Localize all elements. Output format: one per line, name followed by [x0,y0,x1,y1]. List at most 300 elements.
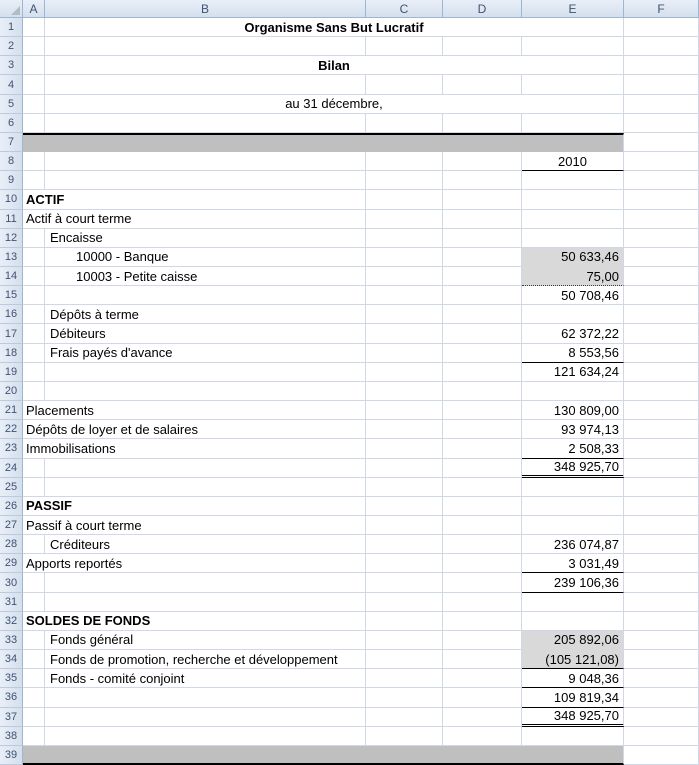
row-header-36[interactable]: 36 [0,688,23,707]
cell-E21[interactable] [522,401,624,420]
cell-D18[interactable] [443,344,522,363]
cell-C35[interactable] [366,669,443,688]
cell-D31[interactable] [443,593,522,612]
cell-A3[interactable] [23,56,45,75]
cell-C21[interactable] [366,401,443,420]
cell-C38[interactable] [366,727,443,746]
actif-court-terme-total-value: 121 634,24 [553,364,619,380]
cell-C12[interactable] [366,229,443,248]
row-1 [0,18,699,37]
row-header-13[interactable]: 13 [0,248,23,267]
cell-C23[interactable] [366,439,443,458]
cell-A10[interactable] [23,190,366,209]
year-header: 2010 [558,153,587,169]
cells-A39-E39-gray-band[interactable] [23,746,624,765]
cell-B13[interactable] [45,248,366,267]
cell-E18[interactable] [522,344,624,363]
cell-F31[interactable] [624,593,699,612]
cell-B4[interactable] [45,75,366,94]
cell-B9[interactable] [45,171,366,190]
cell-E25[interactable] [522,478,624,497]
cell-D19[interactable] [443,363,522,382]
actif-court-terme-label: Actif à court terme [26,211,132,227]
select-all-corner[interactable] [0,0,23,18]
cell-F29[interactable] [624,554,699,573]
cell-D4[interactable] [443,75,522,94]
cell-A24[interactable] [23,459,45,478]
cell-B28[interactable] [45,535,366,554]
col-header-f[interactable]: F [624,0,699,18]
cell-C15[interactable] [366,286,443,305]
cell-A26[interactable] [23,497,366,516]
cell-C27[interactable] [366,516,443,535]
cell-B15[interactable] [45,286,366,305]
passif-court-terme-label: Passif à court terme [26,517,142,533]
cell-F3[interactable] [624,56,699,75]
row-header-3[interactable]: 3 [0,56,23,75]
col-header-a[interactable]: A [23,0,45,18]
fonds-comite-label: Fonds - comité conjoint [50,670,185,686]
row-36 [0,688,699,707]
row-6 [0,114,699,133]
cell-D28[interactable] [443,535,522,554]
cell-F22[interactable] [624,420,699,439]
cell-D9[interactable] [443,171,522,190]
cell-C33[interactable] [366,631,443,650]
cell-B12[interactable] [45,229,366,248]
crediteurs-label: Créditeurs [50,536,110,552]
cell-C13[interactable] [366,248,443,267]
cell-F8[interactable] [624,152,699,171]
cell-B8[interactable] [45,152,366,171]
cell-C20[interactable] [366,382,443,401]
cell-C22[interactable] [366,420,443,439]
cell-A31[interactable] [23,593,45,612]
row-header-20[interactable]: 20 [0,382,23,401]
cell-A5[interactable] [23,95,45,114]
cell-E36[interactable] [522,688,624,707]
cell-F11[interactable] [624,210,699,229]
row-header-28[interactable]: 28 [0,535,23,554]
cell-E6[interactable] [522,114,624,133]
cell-A12[interactable] [23,229,45,248]
cell-A14[interactable] [23,267,45,286]
cell-E11[interactable] [522,210,624,229]
cell-E20[interactable] [522,382,624,401]
cell-D8[interactable] [443,152,522,171]
cell-C28[interactable] [366,535,443,554]
cell-C24[interactable] [366,459,443,478]
row-header-15[interactable]: 15 [0,286,23,305]
cell-A33[interactable] [23,631,45,650]
cell-E22[interactable] [522,420,624,439]
debiteurs-value: 62 372,22 [561,326,619,342]
cell-A29[interactable] [23,554,366,573]
row-header-14[interactable]: 14 [0,267,23,286]
cell-B25[interactable] [45,478,366,497]
row-16 [0,305,699,324]
report-date-line: au 31 décembre, [285,96,383,112]
row-30 [0,573,699,592]
cell-F37[interactable] [624,708,699,727]
cell-E19[interactable] [522,363,624,382]
row-header-2[interactable]: 2 [0,37,23,56]
cell-E35[interactable] [522,669,624,688]
cell-D29[interactable] [443,554,522,573]
cell-E37[interactable] [522,708,624,727]
cell-D36[interactable] [443,688,522,707]
cell-F15[interactable] [624,286,699,305]
cell-C25[interactable] [366,478,443,497]
cell-E16[interactable] [522,305,624,324]
cells-A7-E7-gray-band[interactable] [23,133,624,152]
cell-D10[interactable] [443,190,522,209]
row-8 [0,152,699,171]
cell-D33[interactable] [443,631,522,650]
apports-reportes-value: 3 031,49 [568,555,619,571]
row-header-29[interactable]: 29 [0,554,23,573]
cell-A36[interactable] [23,688,45,707]
cell-A13[interactable] [23,248,45,267]
cell-C14[interactable] [366,267,443,286]
cell-D21[interactable] [443,401,522,420]
cell-B5-merged[interactable] [45,95,624,114]
row-27 [0,516,699,535]
row-header-38[interactable]: 38 [0,727,23,746]
cell-D20[interactable] [443,382,522,401]
cell-D14[interactable] [443,267,522,286]
cell-E29[interactable] [522,554,624,573]
cell-F12[interactable] [624,229,699,248]
cell-F25[interactable] [624,478,699,497]
row-header-19[interactable]: 19 [0,363,23,382]
cell-B14[interactable] [45,267,366,286]
cell-C32[interactable] [366,612,443,631]
cell-F10[interactable] [624,190,699,209]
cell-B36[interactable] [45,688,366,707]
cell-E4[interactable] [522,75,624,94]
banque-value: 50 633,46 [561,249,619,265]
cell-D13[interactable] [443,248,522,267]
cell-E10[interactable] [522,190,624,209]
cell-B19[interactable] [45,363,366,382]
cell-C37[interactable] [366,708,443,727]
cell-C8[interactable] [366,152,443,171]
cell-E9[interactable] [522,171,624,190]
cell-C19[interactable] [366,363,443,382]
cell-F14[interactable] [624,267,699,286]
row-header-11[interactable]: 11 [0,210,23,229]
cell-A1[interactable] [23,18,45,37]
row-28 [0,535,699,554]
row-23 [0,439,699,458]
cell-A37[interactable] [23,708,45,727]
row-header-7[interactable]: 7 [0,133,23,152]
cell-F7[interactable] [624,133,699,152]
cell-A27[interactable] [23,516,366,535]
cell-A6[interactable] [23,114,45,133]
cell-F2[interactable] [624,37,699,56]
cell-A30[interactable] [23,573,45,592]
cell-C31[interactable] [366,593,443,612]
row-header-1[interactable]: 1 [0,18,23,37]
row-header-17[interactable]: 17 [0,324,23,343]
cell-F18[interactable] [624,344,699,363]
cell-A38[interactable] [23,727,45,746]
cell-A17[interactable] [23,324,45,343]
cell-C34[interactable] [366,650,443,669]
cell-D27[interactable] [443,516,522,535]
row-header-10[interactable]: 10 [0,190,23,209]
cell-E23[interactable] [522,439,624,458]
cell-C16[interactable] [366,305,443,324]
cell-B30[interactable] [45,573,366,592]
cell-B18[interactable] [45,344,366,363]
cell-A18[interactable] [23,344,45,363]
cell-F38[interactable] [624,727,699,746]
cell-B31[interactable] [45,593,366,612]
cell-C6[interactable] [366,114,443,133]
row-header-27[interactable]: 27 [0,516,23,535]
row-header-31[interactable]: 31 [0,593,23,612]
cell-F36[interactable] [624,688,699,707]
petite-caisse-label: 10003 - Petite caisse [76,268,198,284]
cell-A4[interactable] [23,75,45,94]
cell-F17[interactable] [624,324,699,343]
row-13 [0,248,699,267]
row-header-30[interactable]: 30 [0,573,23,592]
row-14 [0,267,699,286]
cell-A34[interactable] [23,650,45,669]
cell-A32[interactable] [23,612,366,631]
cell-B20[interactable] [45,382,366,401]
cell-D37[interactable] [443,708,522,727]
row-header-34[interactable]: 34 [0,650,23,669]
row-header-8[interactable]: 8 [0,152,23,171]
cell-E2[interactable] [522,37,624,56]
cell-B6[interactable] [45,114,366,133]
cell-B33[interactable] [45,631,366,650]
row-34 [0,650,699,669]
cell-C11[interactable] [366,210,443,229]
cell-F32[interactable] [624,612,699,631]
cell-E12[interactable] [522,229,624,248]
row-header-12[interactable]: 12 [0,229,23,248]
cell-B37[interactable] [45,708,366,727]
row-header-16[interactable]: 16 [0,305,23,324]
cell-E26[interactable] [522,497,624,516]
cell-B17[interactable] [45,324,366,343]
col-header-d[interactable]: D [443,0,522,18]
cell-E8-year[interactable] [522,152,624,171]
cell-E38[interactable] [522,727,624,746]
row-20 [0,382,699,401]
row-header-37[interactable]: 37 [0,708,23,727]
petite-caisse-value: 75,00 [586,268,619,284]
row-header-23[interactable]: 23 [0,439,23,458]
cell-B1-merged[interactable] [45,18,624,37]
cell-C30[interactable] [366,573,443,592]
cell-F4[interactable] [624,75,699,94]
placements-label: Placements [26,402,94,418]
cell-D17[interactable] [443,324,522,343]
row-12 [0,229,699,248]
cell-C4[interactable] [366,75,443,94]
frais-payes-value: 8 553,56 [568,345,619,361]
cell-B24[interactable] [45,459,366,478]
cell-E32[interactable] [522,612,624,631]
cell-F33[interactable] [624,631,699,650]
cell-B38[interactable] [45,727,366,746]
cell-D34[interactable] [443,650,522,669]
col-header-e[interactable]: E [522,0,624,18]
cell-E28[interactable] [522,535,624,554]
row-header-39[interactable]: 39 [0,746,23,765]
cell-E33[interactable] [522,631,624,650]
cell-A35[interactable] [23,669,45,688]
cell-A8[interactable] [23,152,45,171]
cell-C29[interactable] [366,554,443,573]
cell-F6[interactable] [624,114,699,133]
cell-F1[interactable] [624,18,699,37]
cell-F30[interactable] [624,573,699,592]
cell-A20[interactable] [23,382,45,401]
col-header-c[interactable]: C [366,0,443,18]
cell-F35[interactable] [624,669,699,688]
cell-D15[interactable] [443,286,522,305]
cell-D25[interactable] [443,478,522,497]
cell-B16[interactable] [45,305,366,324]
cell-A16[interactable] [23,305,45,324]
cell-A28[interactable] [23,535,45,554]
cell-E15[interactable] [522,286,624,305]
cell-D12[interactable] [443,229,522,248]
cell-A15[interactable] [23,286,45,305]
cell-D26[interactable] [443,497,522,516]
row-header-21[interactable]: 21 [0,401,23,420]
cell-B2[interactable] [45,37,366,56]
cell-F20[interactable] [624,382,699,401]
row-9 [0,171,699,190]
section-passif-label: PASSIF [26,498,72,514]
row-header-26[interactable]: 26 [0,497,23,516]
fonds-general-value: 205 892,06 [553,632,619,648]
row-header-25[interactable]: 25 [0,478,23,497]
cell-E24[interactable] [522,459,624,478]
cell-F23[interactable] [624,439,699,458]
cell-C26[interactable] [366,497,443,516]
cell-D35[interactable] [443,669,522,688]
row-25 [0,478,699,497]
cell-E14[interactable] [522,267,624,286]
cell-E27[interactable] [522,516,624,535]
row-header-24[interactable]: 24 [0,459,23,478]
cell-F9[interactable] [624,171,699,190]
cell-D30[interactable] [443,573,522,592]
report-title: Bilan [318,57,350,73]
row-header-5[interactable]: 5 [0,95,23,114]
cell-A22[interactable] [23,420,366,439]
cell-F39[interactable] [624,746,699,765]
col-header-b[interactable]: B [45,0,366,18]
fonds-general-label: Fonds général [50,632,134,648]
row-17 [0,324,699,343]
cell-C2[interactable] [366,37,443,56]
row-header-6[interactable]: 6 [0,114,23,133]
row-22 [0,420,699,439]
cell-A11[interactable] [23,210,366,229]
apports-reportes-label: Apports reportés [26,555,123,571]
row-header-33[interactable]: 33 [0,631,23,650]
row-19 [0,363,699,382]
cell-D6[interactable] [443,114,522,133]
row-11 [0,210,699,229]
cell-B34[interactable] [45,650,366,669]
cell-D38[interactable] [443,727,522,746]
immobilisations-label: Immobilisations [26,440,116,456]
cell-E17[interactable] [522,324,624,343]
row-header-32[interactable]: 32 [0,612,23,631]
cell-D2[interactable] [443,37,522,56]
section-actif-label: ACTIF [26,191,65,207]
cell-A9[interactable] [23,171,45,190]
cell-B3-merged[interactable] [45,56,624,75]
cell-D22[interactable] [443,420,522,439]
row-header-35[interactable]: 35 [0,669,23,688]
cell-F19[interactable] [624,363,699,382]
cell-C17[interactable] [366,324,443,343]
depots-loyer-value: 93 974,13 [561,421,619,437]
cell-F21[interactable] [624,401,699,420]
cell-C18[interactable] [366,344,443,363]
row-header-18[interactable]: 18 [0,344,23,363]
cell-E30[interactable] [522,573,624,592]
row-26 [0,497,699,516]
row-header-9[interactable]: 9 [0,171,23,190]
row-7 [0,133,699,152]
cell-A25[interactable] [23,478,45,497]
cell-F5[interactable] [624,95,699,114]
cell-D24[interactable] [443,459,522,478]
cell-A2[interactable] [23,37,45,56]
cell-F13[interactable] [624,248,699,267]
row-header-22[interactable]: 22 [0,420,23,439]
cell-A23[interactable] [23,439,366,458]
cell-F24[interactable] [624,459,699,478]
cell-D16[interactable] [443,305,522,324]
cell-F26[interactable] [624,497,699,516]
cell-D23[interactable] [443,439,522,458]
fonds-promotion-label: Fonds de promotion, recherche et développement [50,651,338,667]
immobilisations-value: 2 508,33 [568,440,619,456]
cell-E31[interactable] [522,593,624,612]
cell-E13[interactable] [522,248,624,267]
cell-A19[interactable] [23,363,45,382]
cell-D11[interactable] [443,210,522,229]
cell-C36[interactable] [366,688,443,707]
cell-F27[interactable] [624,516,699,535]
cell-F16[interactable] [624,305,699,324]
row-header-4[interactable]: 4 [0,75,23,94]
cell-C9[interactable] [366,171,443,190]
cell-D32[interactable] [443,612,522,631]
cell-F28[interactable] [624,535,699,554]
cell-F34[interactable] [624,650,699,669]
cell-A21[interactable] [23,401,366,420]
cell-E34[interactable] [522,650,624,669]
cell-C10[interactable] [366,190,443,209]
cell-B35[interactable] [45,669,366,688]
